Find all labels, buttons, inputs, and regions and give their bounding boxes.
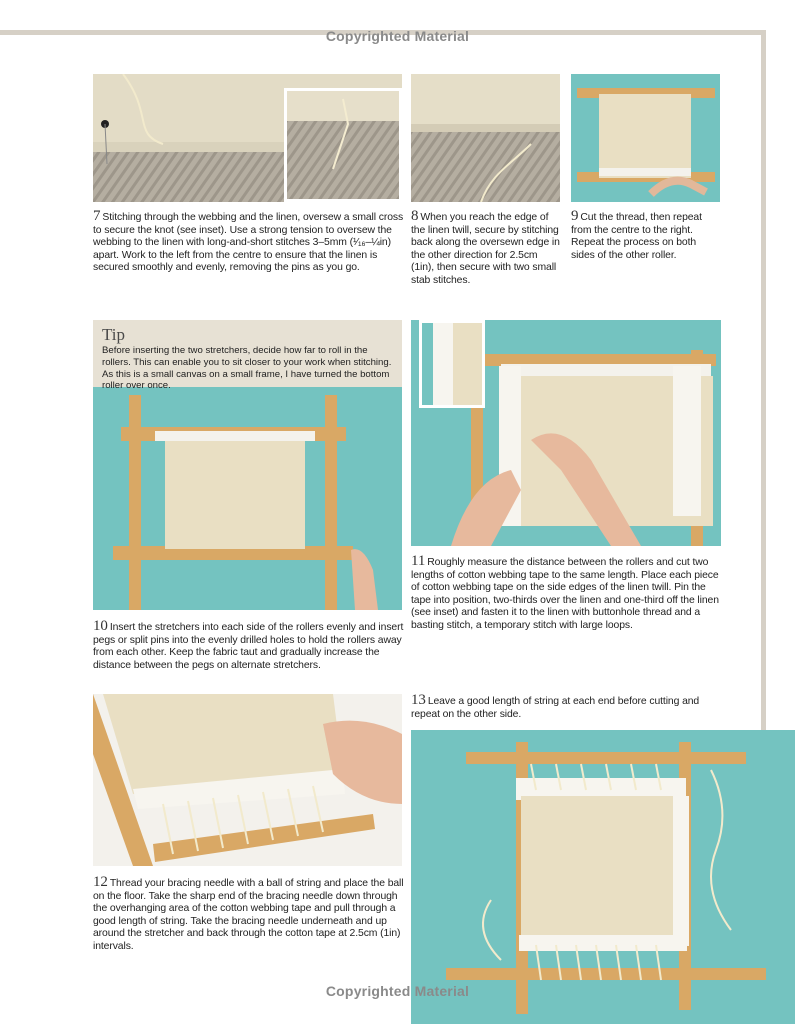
step-number-9: 9 — [571, 208, 579, 224]
step-number-8: 8 — [411, 208, 419, 224]
step-text-9: Cut the thread, then repeat from the centre to the right. Repeat the process on both sides of the other roller. — [571, 212, 702, 261]
step-text-10: Insert the stretchers into each side of the rollers evenly and insert pegs or split pins into the evenly drilled holes to hold the rollers away from each other. Keep the fabric taut and gradually increase the distance between the pegs on alternate stretchers. — [93, 622, 404, 671]
photo-step-7 — [93, 74, 402, 202]
caption-step-10 — [93, 620, 405, 672]
step-number-11: 11 — [411, 553, 426, 569]
tip-title: Tip — [102, 325, 126, 344]
page-frame-right — [761, 30, 766, 730]
watermark-top: Copyrighted Material — [325, 28, 470, 44]
step-text-8: When you reach the edge of the linen twill, secure by stitching back along the oversewn edge in the other direction for 2.5cm (1in), then secure with two small stab stitches. — [411, 212, 560, 286]
caption-step-7 — [93, 210, 405, 275]
step-number-7: 7 — [93, 208, 101, 224]
tip-box — [93, 320, 402, 392]
tip-text: Before inserting the two stretchers, decide how far to roll in the rollers. This can enable you to sit closer to your work when stitching. As this is a small canvas on a small frame, I have turned the bottom roller over once. — [102, 345, 392, 392]
photo-step-11 — [411, 320, 721, 546]
step-number-10: 10 — [93, 618, 108, 634]
step-text-11: Roughly measure the distance between the rollers and cut two lengths of cotton webbing tape to the same length. Place each piece of cotton webbing tape on the side edges of the linen twill. Pin the tape into position, two-thirds over the linen and one-third off the linen (see inset) and fasten it to the linen with buttonhole thread and a basting stitch, a temporary stitch with large loops. — [411, 557, 719, 631]
caption-step-12 — [93, 876, 405, 954]
watermark-bottom: Copyrighted Material — [325, 983, 470, 999]
caption-step-13 — [411, 694, 723, 721]
caption-step-9 — [571, 210, 721, 262]
step-text-13: Leave a good length of string at each end before cutting and repeat on the other side. — [411, 696, 700, 720]
step-text-7: Stitching through the webbing and the linen, oversew a small cross to secure the knot (see inset). Use a strong tension to oversew the webbing to the linen with long-and-short stitches 3–5mm (¹⁄₁₆–¼in) apart. Work to the left from the centre to ensure that the linen is secured smoothly and evenly, removing the pins as you go. — [93, 212, 404, 274]
photo-step-9 — [571, 74, 720, 202]
step-text-12: Thread your bracing needle with a ball of string and place the ball on the floor. Take the sharp end of the bracing needle down through the overhanging area of the cotton webbing tape and pull through a good length of string. Take the bracing needle underneath and up around the stretcher and back through the cotton tape at 2.5cm (1in) intervals. — [93, 878, 404, 952]
step-number-13: 13 — [411, 692, 426, 708]
photo-step-12 — [93, 694, 402, 866]
photo-step-13 — [411, 730, 795, 1024]
step-number-12: 12 — [93, 874, 108, 890]
photo-step-8 — [411, 74, 560, 202]
caption-step-11 — [411, 555, 723, 633]
caption-step-8 — [411, 210, 563, 288]
